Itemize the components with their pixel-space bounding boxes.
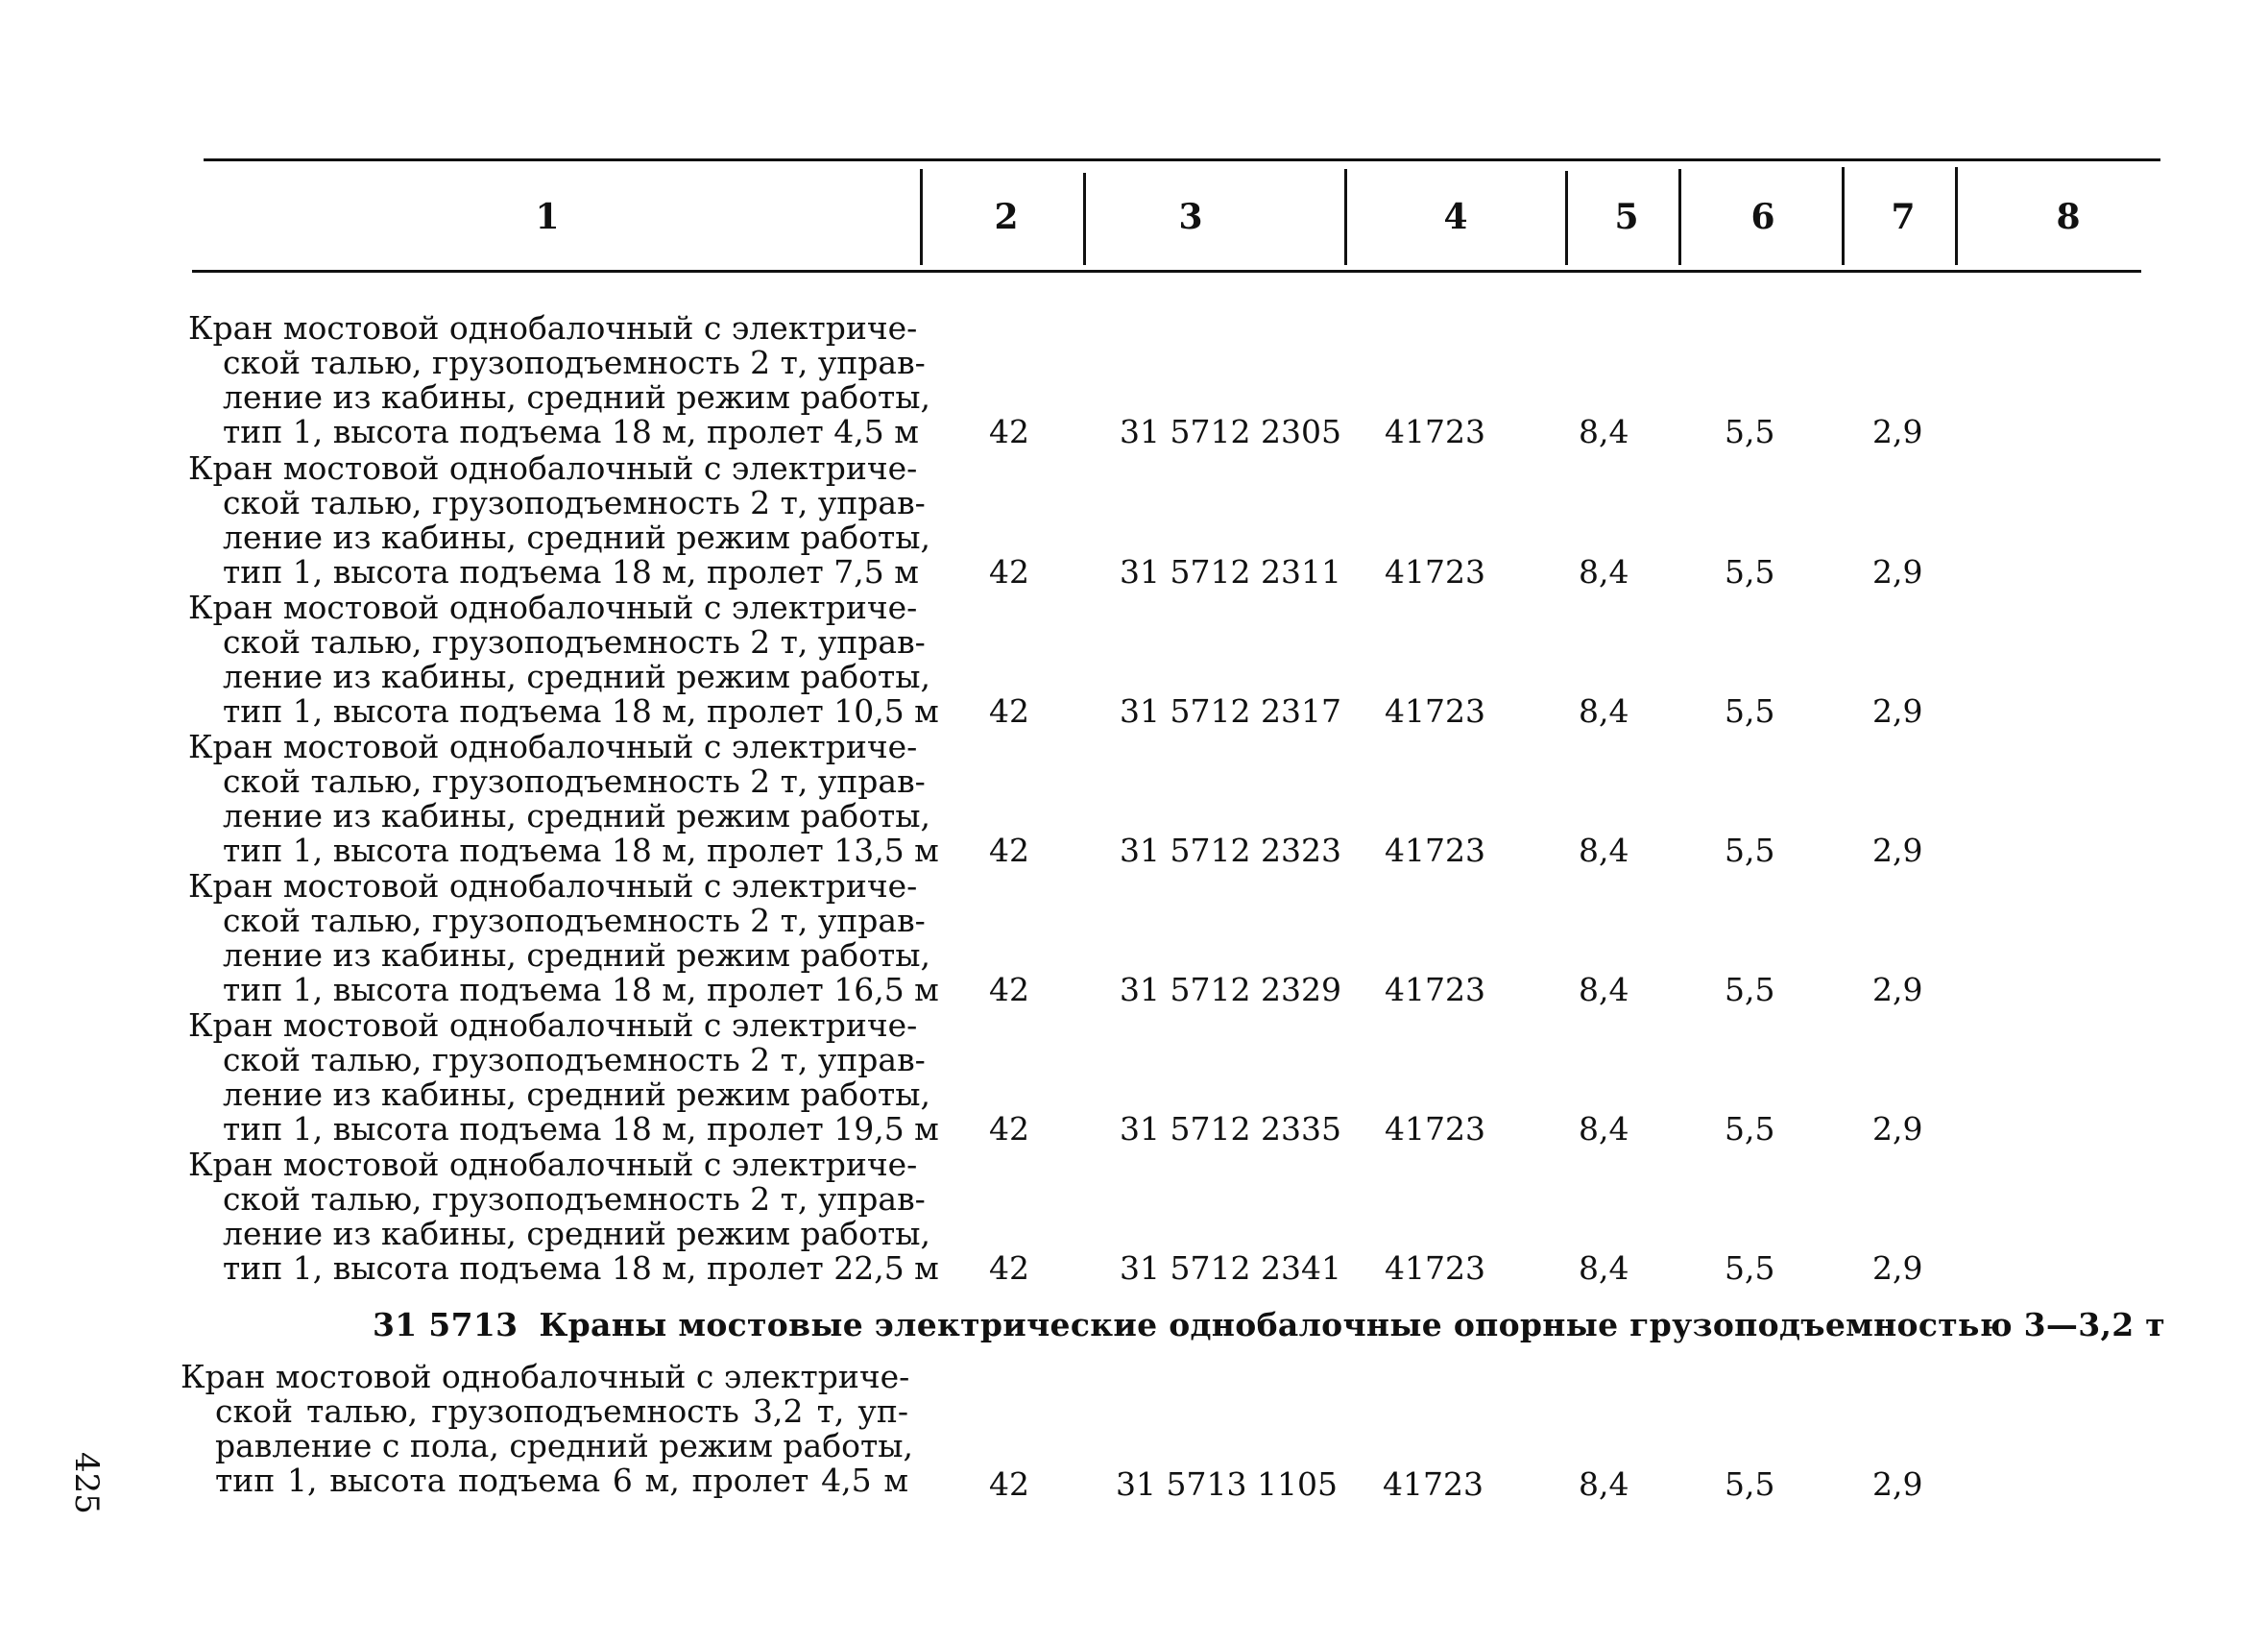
description-line: Кран мостовой однобалочный с электриче-: [188, 449, 918, 487]
cell-col2: 42: [989, 692, 1029, 730]
table-row-description: [188, 728, 939, 869]
cell-col4: 41723: [1385, 692, 1485, 730]
description-line: Кран мостовой однобалочный с электриче-: [188, 867, 918, 905]
column-header-8: 8: [2056, 197, 2081, 237]
table-header-bottom-rule: [192, 270, 2141, 273]
description-line: ление из кабины, средний режим работы,: [223, 1076, 931, 1113]
header-separator: [1565, 171, 1568, 265]
cell-col6: 5,5: [1725, 553, 1775, 591]
cell-col5: 8,4: [1579, 413, 1629, 450]
description-line: ской талью, грузоподъемность 2 т, управ-: [223, 344, 926, 381]
cell-col7: 2,9: [1872, 553, 1923, 591]
cell-col2: 42: [989, 1465, 1029, 1503]
cell-col4: 41723: [1385, 413, 1485, 450]
section-heading: [373, 1306, 2165, 1344]
column-header-1: 1: [535, 197, 560, 237]
table-row-description: [188, 867, 939, 1008]
table-row-description: [181, 1358, 913, 1499]
cell-col5: 8,4: [1579, 1110, 1629, 1148]
cell-col5: 8,4: [1579, 1465, 1629, 1503]
description-line: ской талью, грузоподъемность 2 т, управ-: [223, 902, 926, 939]
table-row-description: [188, 1006, 939, 1148]
page-number: 425: [67, 1452, 106, 1514]
table-row-description: [188, 1146, 939, 1287]
description-line: ление из кабины, средний режим работы,: [223, 378, 931, 416]
section-title: Краны мостовые электрические однобалочные опорные грузоподъемностью 3—3,2 т: [539, 1306, 2166, 1343]
cell-col6: 5,5: [1725, 971, 1775, 1008]
cell-col7: 2,9: [1872, 1465, 1923, 1503]
cell-col5: 8,4: [1579, 832, 1629, 869]
cell-col5: 8,4: [1579, 692, 1629, 730]
header-separator: [1842, 167, 1845, 265]
header-separator: [1678, 169, 1681, 265]
column-header-2: 2: [994, 197, 1019, 237]
cell-col7: 2,9: [1872, 1249, 1923, 1287]
cell-col7: 2,9: [1872, 413, 1923, 450]
cell-col2: 42: [989, 971, 1029, 1008]
section-code: 31 5713: [373, 1306, 519, 1343]
column-header-5: 5: [1614, 197, 1639, 237]
cell-col5: 8,4: [1579, 553, 1629, 591]
header-separator: [1955, 167, 1958, 265]
description-line: Кран мостовой однобалочный с электриче-: [188, 728, 918, 765]
column-header-3: 3: [1178, 197, 1203, 237]
table-top-rule: [204, 158, 2160, 161]
cell-col6: 5,5: [1725, 692, 1775, 730]
cell-col4: 41723: [1385, 832, 1485, 869]
description-line: ской талью, грузоподъемность 2 т, управ-: [223, 762, 926, 800]
table-row-description: [188, 449, 931, 591]
cell-col4: 41723: [1385, 971, 1485, 1008]
description-line: тип 1, высота подъема 18 м, пролет 4,5 м: [223, 413, 919, 450]
description-line: равление с пола, средний режим работы,: [215, 1427, 913, 1464]
description-line: тип 1, высота подъема 6 м, пролет 4,5 м: [215, 1462, 908, 1499]
cell-col2: 42: [989, 1249, 1029, 1287]
header-separator: [920, 169, 923, 265]
cell-col3: 31 5712 2329: [1120, 971, 1341, 1008]
cell-col7: 2,9: [1872, 692, 1923, 730]
description-line: ской талью, грузоподъемность 2 т, управ-: [223, 623, 926, 661]
cell-col3: 31 5712 2341: [1120, 1249, 1341, 1287]
cell-col7: 2,9: [1872, 832, 1923, 869]
description-line: ление из кабины, средний режим работы,: [223, 519, 931, 556]
description-line: тип 1, высота подъема 18 м, пролет 10,5 м: [223, 692, 939, 730]
description-line: тип 1, высота подъема 18 м, пролет 13,5 м: [223, 832, 939, 869]
cell-col2: 42: [989, 413, 1029, 450]
description-line: тип 1, высота подъема 18 м, пролет 22,5 м: [223, 1249, 939, 1287]
cell-col4: 41723: [1385, 1249, 1485, 1287]
header-separator: [1083, 173, 1086, 265]
column-header-7: 7: [1891, 197, 1916, 237]
description-line: Кран мостовой однобалочный с электриче-: [188, 1006, 918, 1044]
cell-col3: 31 5713 1105: [1116, 1465, 1338, 1503]
description-line: ление из кабины, средний режим работы,: [223, 936, 931, 974]
description-line: ление из кабины, средний режим работы,: [223, 1215, 931, 1252]
cell-col3: 31 5712 2335: [1120, 1110, 1341, 1148]
description-line: Кран мостовой однобалочный с электриче-: [188, 309, 918, 347]
description-line: тип 1, высота подъема 18 м, пролет 16,5 м: [223, 971, 939, 1008]
description-line: ление из кабины, средний режим работы,: [223, 797, 931, 834]
description-line: тип 1, высота подъема 18 м, пролет 19,5 м: [223, 1110, 939, 1148]
description-line: Кран мостовой однобалочный с электриче-: [188, 589, 918, 626]
column-header-6: 6: [1750, 197, 1775, 237]
cell-col6: 5,5: [1725, 1249, 1775, 1287]
cell-col4: 41723: [1383, 1465, 1484, 1503]
description-line: Кран мостовой однобалочный с электриче-: [181, 1358, 910, 1395]
cell-col3: 31 5712 2317: [1120, 692, 1341, 730]
description-line: тип 1, высота подъема 18 м, пролет 7,5 м: [223, 553, 919, 591]
cell-col3: 31 5712 2311: [1120, 553, 1341, 591]
cell-col6: 5,5: [1725, 1110, 1775, 1148]
cell-col4: 41723: [1385, 1110, 1485, 1148]
cell-col6: 5,5: [1725, 413, 1775, 450]
cell-col2: 42: [989, 553, 1029, 591]
cell-col7: 2,9: [1872, 971, 1923, 1008]
description-line: ление из кабины, средний режим работы,: [223, 658, 931, 695]
cell-col7: 2,9: [1872, 1110, 1923, 1148]
description-line: ской талью, грузоподъемность 3,2 т, уп-: [215, 1392, 908, 1430]
cell-col3: 31 5712 2323: [1120, 832, 1341, 869]
column-header-4: 4: [1443, 197, 1468, 237]
cell-col6: 5,5: [1725, 1465, 1775, 1503]
description-line: ской талью, грузоподъемность 2 т, управ-: [223, 1041, 926, 1078]
description-line: Кран мостовой однобалочный с электриче-: [188, 1146, 918, 1183]
table-row-description: [188, 309, 931, 450]
cell-col4: 41723: [1385, 553, 1485, 591]
description-line: ской талью, грузоподъемность 2 т, управ-: [223, 484, 926, 521]
cell-col6: 5,5: [1725, 832, 1775, 869]
cell-col2: 42: [989, 832, 1029, 869]
cell-col2: 42: [989, 1110, 1029, 1148]
cell-col3: 31 5712 2305: [1120, 413, 1341, 450]
cell-col5: 8,4: [1579, 1249, 1629, 1287]
description-line: ской талью, грузоподъемность 2 т, управ-: [223, 1180, 926, 1218]
header-separator: [1344, 169, 1347, 265]
cell-col5: 8,4: [1579, 971, 1629, 1008]
table-row-description: [188, 589, 939, 730]
